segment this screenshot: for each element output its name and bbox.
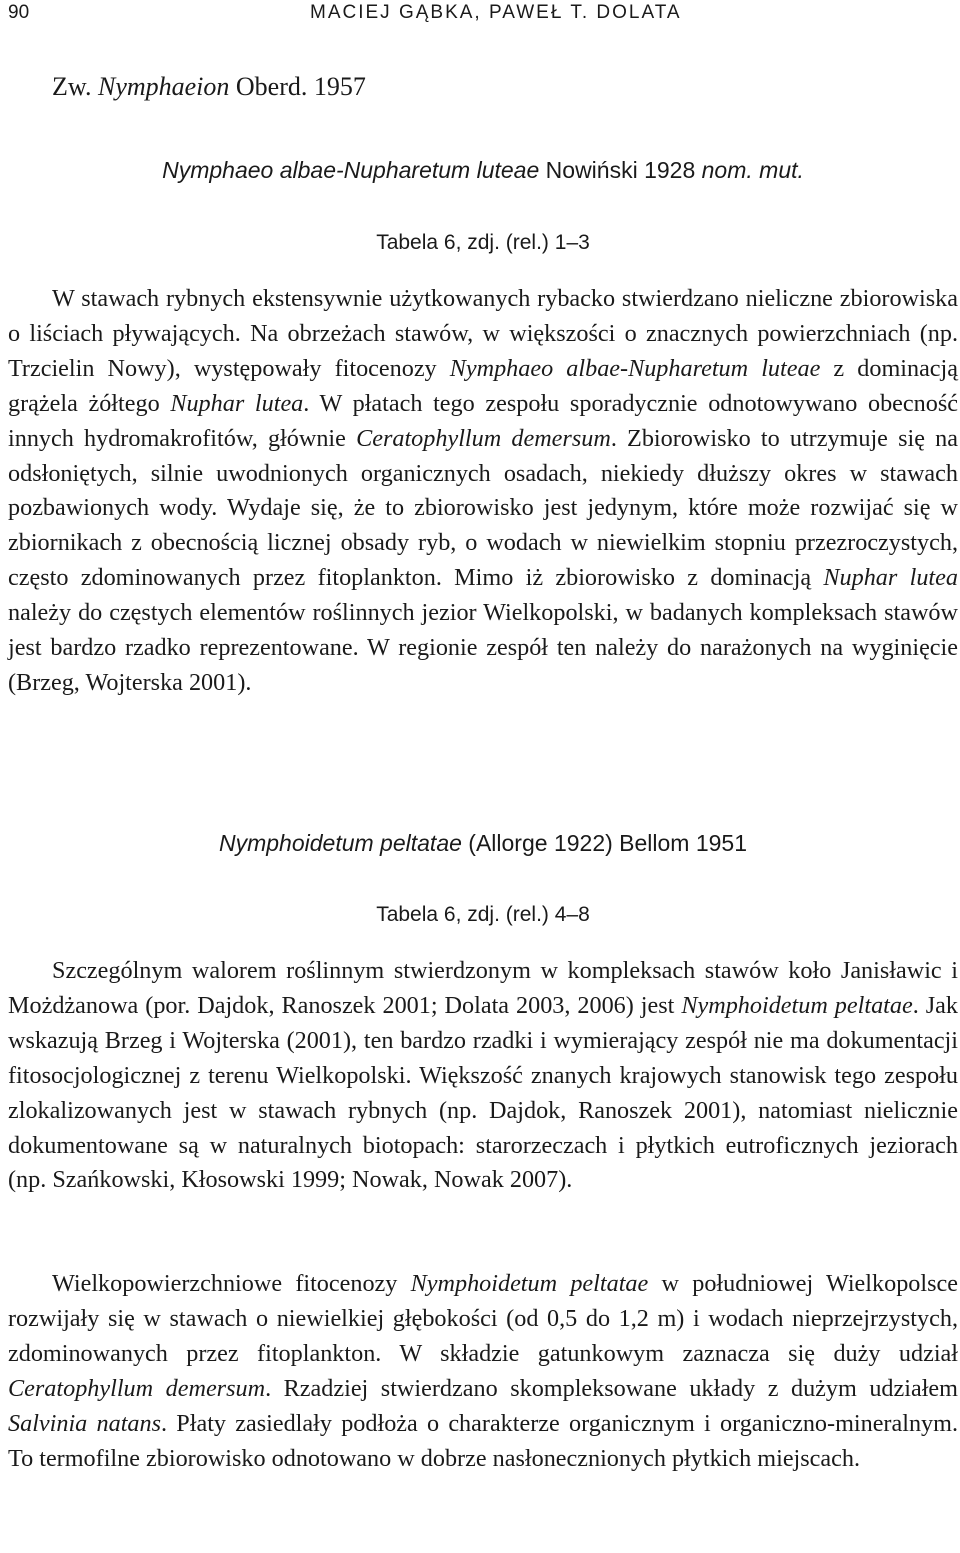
species-name: Ceratophyllum demersum	[8, 1374, 266, 1402]
association-author: Nowiński 1928	[539, 157, 702, 183]
text-run: . Zbiorowisko to utrzymuje się na odsłoniętych, silnie uwodnionych organicznych osadach, niekiedy dłuższy okres w stawach pozbawionych wody. Wydaje się, że to zbiorowisko jest jedynym, które może rozwijać się w zbiornikach z obecnością licznej obsady ryb, o wodach w niewielkim stopniu przezroczystych, często zdominowanych przez fitoplankton. Mimo iż zbiorowisko z dominacją	[8, 424, 958, 592]
text-run: . Płaty zasiedlały podłoża o charakterze organicznym i organiczno-mineralnym. To termofilne zbiorowisko odnotowano w dobrze nasłonecznionych płytkich miejscach.	[8, 1409, 958, 1472]
text-run: z dominacją grążela żółtego	[8, 354, 958, 417]
species-name: Nuphar lutea	[170, 389, 304, 417]
text-run: Wielkopowierzchniowe fitocenozy	[52, 1270, 411, 1297]
species-name: Salvinia natans	[8, 1409, 162, 1437]
text-run: W stawach rybnych ekstensywnie użytkowanych rybacko stwierdzano nieliczne zbiorowiska o liściach pływających. Na obrzeżach stawów, w większości o znacznych powierzchniach (np. Trzcielin Nowy), występowały fitocenozy	[8, 285, 958, 382]
species-name: Nymphaeo albae-Nupharetum luteae	[449, 354, 821, 382]
association-heading-nymphaeo	[8, 157, 958, 184]
text-run: w południowej Wielkopolsce rozwijały się w stawach o niewielkiej głębokości (od 0,5 do 1,2 m) i wodach nieprzejrzystych, zdominowanych przez fitoplankton. W składzie gatunkowym zaznacza się duży udział	[8, 1270, 958, 1367]
association-author: (Allorge 1922) Bellom 1951	[461, 830, 748, 856]
text-run: . W płatach tego zespołu sporadycznie odnotowywano obecność innych hydromakrofitów, głównie	[8, 389, 958, 452]
table-reference-2: Tabela 6, zdj. (rel.) 4–8	[376, 903, 590, 926]
table-reference-1: Tabela 6, zdj. (rel.) 1–3	[376, 231, 590, 254]
alliance-author: Oberd. 1957	[229, 72, 366, 101]
document-page	[8, 0, 958, 1553]
running-head-authors: MACIEJ GĄBKA, PAWEŁ T. DOLATA	[310, 2, 682, 23]
association-name: Nymphoidetum peltatae	[218, 830, 462, 856]
species-name: Nymphoidetum peltatae	[410, 1270, 649, 1297]
text-run: należy do częstych elementów roślinnych jezior Wielkopolski, w badanych kompleksach stawów jest bardzo rzadko reprezentowane. W regionie zespół ten należy do narażonych na wyginięcie (Brzeg, Wojterska 2001).	[8, 599, 958, 696]
association-nomenclature: nom. mut.	[701, 157, 804, 183]
paragraph-nymphaeo	[8, 282, 958, 701]
association-heading-nymphoidetum	[8, 830, 958, 857]
text-run: . Jak wskazują Brzeg i Wojterska (2001), ten bardzo rzadki i wymierający zespół nie ma dokumentacji fitosocjologicznej z terenu Wielkopolski. Większość znanych krajowych stanowisk tego zespołu zlokalizowanych jest w stawach rybnych (np. Dajdok, Ranoszek 2001), natomiast nielicznie dokumentowane są w naturalnych biotopach: starorzeczach i płytkich eutroficznych jeziorach (np. Szańkowski, Kłosowski 1999; Nowak, Nowak 2007).	[8, 991, 958, 1194]
text-run: . Rzadziej stwierdzano skompleksowane układy z dużym udziałem	[265, 1374, 958, 1402]
association-name: Nymphaeo albae-Nupharetum luteae	[162, 157, 540, 183]
species-name: Ceratophyllum demersum	[356, 424, 611, 452]
alliance-prefix: Zw.	[52, 72, 98, 101]
alliance-heading	[52, 72, 366, 102]
paragraph-nymphoidetum-2	[8, 1267, 958, 1476]
species-name: Nuphar lutea	[823, 564, 958, 592]
page-number: 90	[8, 2, 30, 23]
text-run: Szczególnym walorem roślinnym stwierdzonym w kompleksach stawów koło Janisławic i Możdżanowa (por. Dajdok, Ranoszek 2001; Dolata 2003, 2006) jest	[8, 957, 958, 1019]
page-header	[8, 2, 958, 24]
alliance-name: Nymphaeion	[97, 72, 230, 101]
paragraph-nymphoidetum-1	[8, 954, 958, 1198]
species-name: Nymphoidetum peltatae	[681, 991, 913, 1019]
